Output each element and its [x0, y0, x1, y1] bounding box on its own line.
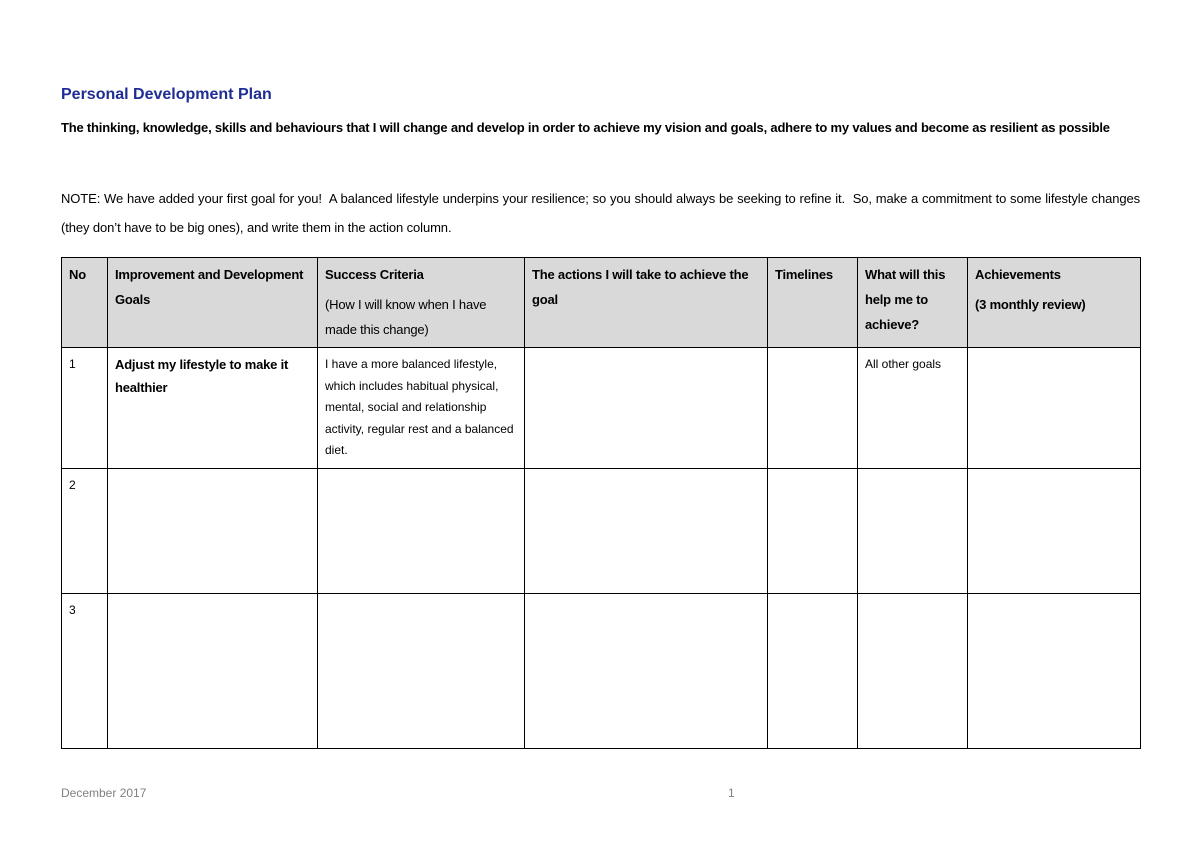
header-helps-achieve-label: What will this help me to achieve? — [865, 267, 946, 332]
header-achievements — [968, 258, 1141, 348]
table-row — [62, 594, 1141, 749]
header-goals — [108, 258, 318, 348]
cell-achievements — [968, 348, 1141, 469]
cell-goal — [108, 469, 318, 594]
table-row — [62, 348, 1141, 469]
header-timelines-label: Timelines — [775, 267, 833, 282]
cell-success-criteria — [318, 469, 525, 594]
cell-actions — [525, 348, 768, 469]
page-subtitle: The thinking, knowledge, skills and behaviours that I will change and develop in order to achieve my vision and goals, adhere to my values and become as resilient as possible — [61, 120, 1110, 135]
cell-achievements — [968, 469, 1141, 594]
header-goals-label: Improvement and Development Goals — [115, 267, 304, 307]
footer-page-number: 1 — [728, 786, 735, 800]
header-success-criteria-sublabel: (How I will know when I have made this change) — [325, 297, 487, 337]
header-no-label: No — [69, 267, 86, 282]
footer-date: December 2017 — [61, 786, 147, 800]
table-header-row — [62, 258, 1141, 348]
header-success-criteria-label: Success Criteria — [325, 267, 424, 282]
cell-goal — [108, 594, 318, 749]
header-actions-label: The actions I will take to achieve the goal — [532, 267, 749, 307]
cell-success-criteria: I have a more balanced lifestyle, which includes habitual physical, mental, social and relationship activity, regular rest and a balanced diet. — [318, 348, 525, 469]
cell-no: 1 — [62, 348, 108, 469]
development-plan-table — [61, 257, 1141, 749]
header-achievements-sublabel: (3 monthly review) — [975, 297, 1086, 312]
header-actions — [525, 258, 768, 348]
cell-actions — [525, 469, 768, 594]
cell-achievements — [968, 594, 1141, 749]
cell-helps-achieve: All other goals — [858, 348, 968, 469]
page-title: Personal Development Plan — [61, 86, 272, 103]
cell-timelines — [768, 469, 858, 594]
cell-helps-achieve — [858, 594, 968, 749]
cell-goal: Adjust my lifestyle to make it healthier — [108, 348, 318, 469]
note-paragraph: NOTE: We have added your first goal for you! A balanced lifestyle underpins your resilience; so you should always be seeking to refine it. So, make a commitment to some lifestyle changes (they don’t have to be big ones), and write them in the action column. — [61, 191, 1144, 235]
header-no — [62, 258, 108, 348]
cell-actions — [525, 594, 768, 749]
header-success-criteria — [318, 258, 525, 348]
header-achievements-label: Achievements — [975, 267, 1061, 282]
table-row — [62, 469, 1141, 594]
cell-timelines — [768, 594, 858, 749]
cell-success-criteria — [318, 594, 525, 749]
header-helps-achieve — [858, 258, 968, 348]
cell-no: 3 — [62, 594, 108, 749]
cell-no: 2 — [62, 469, 108, 594]
cell-helps-achieve — [858, 469, 968, 594]
header-timelines — [768, 258, 858, 348]
cell-timelines — [768, 348, 858, 469]
